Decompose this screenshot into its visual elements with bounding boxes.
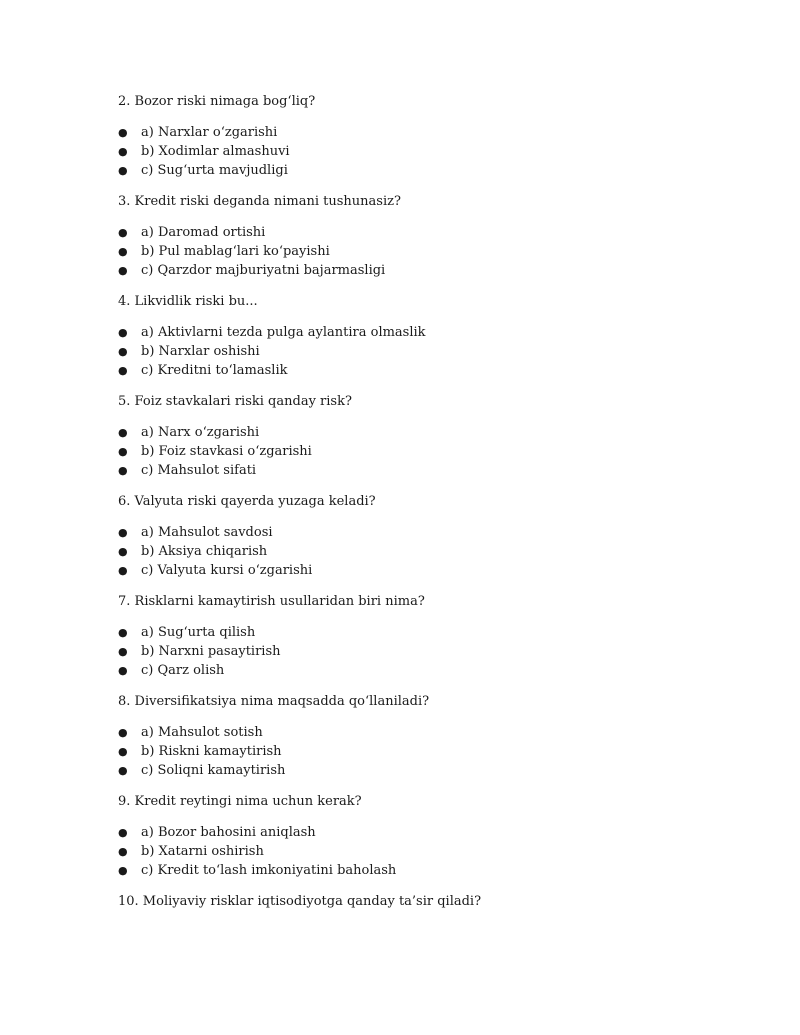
question-text: 5. Foiz stavkalari riski qanday risk? bbox=[118, 394, 352, 409]
answer-option-text: a) Narx o‘zgarishi bbox=[141, 425, 260, 440]
answer-options bbox=[118, 323, 758, 380]
question-block bbox=[118, 592, 758, 680]
bullet-icon: ● bbox=[118, 145, 128, 158]
bullet-icon: ● bbox=[118, 564, 128, 577]
answer-options bbox=[118, 223, 758, 280]
document-page bbox=[118, 92, 758, 911]
answer-option-text: a) Aktivlarni tezda pulga aylantira olmaslik bbox=[141, 325, 426, 340]
answer-option bbox=[118, 623, 758, 642]
question-block bbox=[118, 392, 758, 480]
question-block bbox=[118, 92, 758, 180]
answer-option bbox=[118, 761, 758, 780]
bullet-icon: ● bbox=[118, 226, 128, 239]
answer-option-text: a) Sug‘urta qilish bbox=[141, 625, 256, 640]
answer-option-text: c) Mahsulot sifati bbox=[141, 463, 257, 478]
bullet-icon: ● bbox=[118, 264, 128, 277]
bullet-icon: ● bbox=[118, 164, 128, 177]
answer-options bbox=[118, 123, 758, 180]
answer-option-text: b) Riskni kamaytirish bbox=[141, 744, 282, 759]
answer-option bbox=[118, 561, 758, 580]
answer-option-text: c) Qarzdor majburiyatni bajarmasligi bbox=[141, 263, 386, 278]
answer-option bbox=[118, 642, 758, 661]
bullet-icon: ● bbox=[118, 326, 128, 339]
answer-option bbox=[118, 323, 758, 342]
answer-option bbox=[118, 142, 758, 161]
bullet-icon: ● bbox=[118, 845, 128, 858]
question-text: 6. Valyuta riski qayerda yuzaga keladi? bbox=[118, 494, 376, 509]
bullet-icon: ● bbox=[118, 645, 128, 658]
answer-option bbox=[118, 842, 758, 861]
answer-option-text: c) Valyuta kursi o‘zgarishi bbox=[141, 563, 313, 578]
question-text: 3. Kredit riski deganda nimani tushunasiz? bbox=[118, 194, 401, 209]
answer-option-text: c) Kredit to‘lash imkoniyatini baholash bbox=[141, 863, 397, 878]
bullet-icon: ● bbox=[118, 464, 128, 477]
answer-option-text: b) Xatarni oshirish bbox=[141, 844, 264, 859]
answer-option bbox=[118, 242, 758, 261]
answer-option-text: c) Kreditni to‘lamaslik bbox=[141, 363, 288, 378]
question-text: 8. Diversifikatsiya nima maqsadda qo‘llaniladi? bbox=[118, 694, 430, 709]
answer-option bbox=[118, 723, 758, 742]
answer-option-text: a) Daromad ortishi bbox=[141, 225, 266, 240]
answer-options bbox=[118, 723, 758, 780]
bullet-icon: ● bbox=[118, 826, 128, 839]
answer-option bbox=[118, 861, 758, 880]
answer-option-text: c) Sug‘urta mavjudligi bbox=[141, 163, 288, 178]
bullet-icon: ● bbox=[118, 426, 128, 439]
answer-options bbox=[118, 623, 758, 680]
bullet-icon: ● bbox=[118, 545, 128, 558]
answer-option-text: b) Narxni pasaytirish bbox=[141, 644, 281, 659]
question-block bbox=[118, 292, 758, 380]
bullet-icon: ● bbox=[118, 764, 128, 777]
answer-options bbox=[118, 423, 758, 480]
bullet-icon: ● bbox=[118, 626, 128, 639]
question-text: 2. Bozor riski nimaga bog‘liq? bbox=[118, 94, 316, 109]
question-text: 7. Risklarni kamaytirish usullaridan biri nima? bbox=[118, 594, 425, 609]
bullet-icon: ● bbox=[118, 345, 128, 358]
answer-option-text: b) Aksiya chiqarish bbox=[141, 544, 268, 559]
answer-option bbox=[118, 742, 758, 761]
question-block bbox=[118, 692, 758, 780]
answer-option bbox=[118, 223, 758, 242]
question-list bbox=[118, 92, 758, 880]
answer-option-text: b) Foiz stavkasi o‘zgarishi bbox=[141, 444, 312, 459]
answer-option bbox=[118, 442, 758, 461]
question-text: 9. Kredit reytingi nima uchun kerak? bbox=[118, 794, 362, 809]
bullet-icon: ● bbox=[118, 364, 128, 377]
question-block bbox=[118, 192, 758, 280]
answer-option bbox=[118, 523, 758, 542]
answer-option-text: c) Qarz olish bbox=[141, 663, 225, 678]
bullet-icon: ● bbox=[118, 445, 128, 458]
question-block bbox=[118, 492, 758, 580]
question-text: 4. Likvidlik riski bu... bbox=[118, 294, 258, 309]
bullet-icon: ● bbox=[118, 664, 128, 677]
answer-option-text: a) Narxlar o‘zgarishi bbox=[141, 125, 278, 140]
answer-option-text: b) Pul mablag‘lari ko‘payishi bbox=[141, 244, 330, 259]
answer-option-text: b) Xodimlar almashuvi bbox=[141, 144, 290, 159]
answer-option bbox=[118, 423, 758, 442]
answer-option bbox=[118, 661, 758, 680]
answer-option-text: c) Soliqni kamaytirish bbox=[141, 763, 286, 778]
question-block bbox=[118, 792, 758, 880]
answer-option bbox=[118, 261, 758, 280]
answer-option-text: b) Narxlar oshishi bbox=[141, 344, 260, 359]
answer-option bbox=[118, 461, 758, 480]
bullet-icon: ● bbox=[118, 726, 128, 739]
question-text: 10. Moliyaviy risklar iqtisodiyotga qanday ta’sir qiladi? bbox=[118, 894, 482, 909]
bullet-icon: ● bbox=[118, 245, 128, 258]
bullet-icon: ● bbox=[118, 864, 128, 877]
answer-option bbox=[118, 342, 758, 361]
answer-options bbox=[118, 823, 758, 880]
answer-option-text: a) Mahsulot savdosi bbox=[141, 525, 273, 540]
bullet-icon: ● bbox=[118, 745, 128, 758]
answer-option bbox=[118, 542, 758, 561]
answer-option-text: a) Bozor bahosini aniqlash bbox=[141, 825, 316, 840]
bullet-icon: ● bbox=[118, 126, 128, 139]
answer-option bbox=[118, 123, 758, 142]
answer-options bbox=[118, 523, 758, 580]
answer-option bbox=[118, 361, 758, 380]
answer-option bbox=[118, 161, 758, 180]
answer-option bbox=[118, 823, 758, 842]
bullet-icon: ● bbox=[118, 526, 128, 539]
answer-option-text: a) Mahsulot sotish bbox=[141, 725, 263, 740]
